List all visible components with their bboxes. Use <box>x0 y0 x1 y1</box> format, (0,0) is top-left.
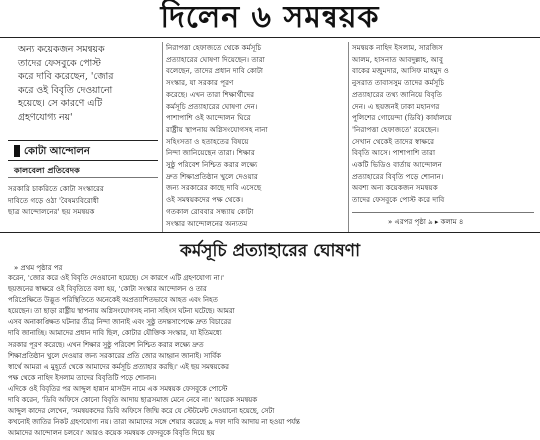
byline-rule <box>8 177 158 178</box>
text-line: গতকাল রোববার সন্ধ্যায় কোটা <box>166 206 254 216</box>
middle-column-text <box>166 42 346 229</box>
section-tag <box>14 144 90 161</box>
text-line: শিক্ষাপ্রতিষ্ঠান খুলে দেওয়ার জন্য সরকারের প্রতি জোর আহ্বান জানাই। সার্বিক <box>8 351 221 360</box>
quote-line: তাদের ফেসবুকে পোস্ট <box>18 57 101 69</box>
text-line: একটি ভিডিও বার্তায় আন্দোলন <box>352 160 442 170</box>
text-line: তাদের ফেসবুকে পোস্ট করে দাবি <box>352 195 445 205</box>
text-line: আব্দুল কাদের লেখেন, 'সমন্বয়কদের ডিবি অফিসে জিম্মি করে যে স্টেটমেন্ট দেওয়ানো হয়েছে, সেটা <box>8 407 275 416</box>
left-column-text <box>8 183 158 218</box>
text-line: নিরাপত্তা হেফাজতে থেকে কর্মসূচি <box>166 43 262 52</box>
text-line: বাকের মজুমদার, আসিফ মাহমুদ ও <box>352 66 449 76</box>
text-line: প্রত্যাহারের তথ্য জানিয়ে বিবৃতি <box>352 89 443 99</box>
text-line: দেন। এ ছয়জনই ঢাকা মহানগর <box>352 101 440 111</box>
text-line: সমন্বয়ক নাহিদ ইসলাম, সারজিস <box>352 43 443 52</box>
quote-line: হয়েছে। সে কারণে এটি <box>18 98 103 109</box>
text-line: 'নিরাপত্তা হেফাজতে' রয়েছেন। <box>352 124 439 134</box>
text-line: হয়েছেন। তা ছাড়া রাষ্ট্রীয় স্থাপনায় অগ্নিসংযোগসহ নানা সহিংস ঘটনা ঘটেছে। আমরা <box>8 307 235 316</box>
quote-line: করে দাবি করেছেন, 'জোর <box>18 71 114 82</box>
text-line: সহিংসতা ও হতাহতের বিষয়ে <box>166 136 249 146</box>
column-divider <box>348 42 349 232</box>
text-line: পুলিশের গোয়েন্দা (ডিবি) কার্যালয়ে <box>352 113 452 123</box>
text-line: কর্মসূচি প্রত্যাহারের ঘোষণা দেন। <box>166 101 258 111</box>
text-line: সংস্কার, যা সরকার পূরণ <box>166 78 234 88</box>
quote-line: করে ওই বিবৃতি দেওয়ানো <box>18 84 113 96</box>
text-line: জন্য সরকারের কাছে দাবি এসেছে <box>166 183 262 193</box>
text-line: সুষ্ঠু পরিবেশ নিশ্চিত করার লক্ষ্যে <box>166 160 258 170</box>
text-line: স্বার্থে আমরা এ মুহূর্তে থেকে আমাদের কর্মসূচি প্রত্যাহার করছি।' এই ছয় সমন্বয়কের <box>8 362 229 371</box>
text-line: ছাত্র আন্দোলনের' ছয় সমন্বয়ক <box>8 207 95 217</box>
section-tag-label: কোটা আন্দোলন <box>24 146 90 157</box>
headline: দিলেন ৬ সমন্বয়ক <box>160 0 380 35</box>
quote-line: অন্য কয়েকজন সমন্বয়ক <box>18 44 105 55</box>
text-line: পরিপ্রেক্ষিতে উদ্ভূত পরিস্থিতিতে অনেকেই অপ্রত্যাশিতভাবে আহত এবং নিহত <box>8 296 218 305</box>
continued-note: » এরপর পৃষ্ঠা ৯ ▸ কলাম ৪ <box>388 218 464 226</box>
text-line: দাবি জানাচ্ছি। আমাদের প্রধান দাবি ছিল, কোটার যৌক্তিক সংস্কার, যা ইতিমধ্যে <box>8 329 222 338</box>
pull-quote <box>18 43 158 124</box>
text-line: এসব অনাকাঙ্ক্ষিত ঘটনার তীব্র নিন্দা জানাই এবং সুষ্ঠু তদন্তসাপেক্ষে দ্রুত বিচারের <box>8 318 232 327</box>
text-line: বিবৃতি আসে। পাশাপাশি তারা <box>352 148 436 158</box>
text-line: অবশ্য অন্য কয়েকজন সমন্বয়ক <box>352 183 438 193</box>
column-divider <box>162 42 163 232</box>
text-line: রাষ্ট্রীয় স্থাপনায় অগ্নিসংযোগসহ নানা <box>166 124 268 134</box>
body-text <box>8 273 534 439</box>
text-line: নুসরাত তাবাসসুম তাদের কর্মসূচি <box>352 78 445 88</box>
quote-line: গ্রহণযোগ্য নয়' <box>18 111 73 123</box>
text-line: সরকার পূরণ করেছে। এখন শিক্ষার সুষ্ঠু পরিবেশ নিশ্চিত করার লক্ষ্যে দ্রুত <box>8 340 204 349</box>
text-line: প্রত্যাহারের বিবৃতি পড়ে শোনান। <box>352 171 444 181</box>
section-rule <box>0 232 540 233</box>
text-line: পক্ষ থেকে নাহিদ ইসলাম তাদের বিবৃতিটি পড়ে শোনান। <box>8 373 157 382</box>
headline-rule <box>0 37 540 38</box>
text-line: আমাদের আন্দোলন চলবে।' আরও কয়েক সমন্বয়ক ফেসবুকে বিবৃতি দিয়ে ছয় <box>8 429 215 438</box>
text-line: ছয়জনের স্বাক্ষরে ওই বিবৃতিতে বলা হয়, 'কোটা সংস্কার আন্দোলন ও তার <box>8 285 207 294</box>
byline: কালবেলা প্রতিবেদক <box>14 165 80 175</box>
text-line: দাবি করেন, 'ডিবি অফিসে কোনো বিবৃতি আদায় ছাত্রসমাজ মেনে নেবে না।' আরেক সমন্বয়ক <box>8 396 258 405</box>
text-line: করেন, 'জোর করে ওই বিবৃতি দেওয়ানো হয়েছে। সে কারণে এটি গ্রহণযোগ্য না।' <box>8 274 225 282</box>
text-line: সরকারি চাকরিতে কোটা সংস্কারের <box>8 184 104 193</box>
continued-rule <box>352 212 534 213</box>
text-line: করেছে। এখন তারা শিক্ষার্থীদের <box>166 89 255 99</box>
continued-from: » প্রথম পৃষ্ঠার পর <box>14 264 63 272</box>
right-column-text <box>352 42 534 206</box>
text-line: দ্রুত শিক্ষাপ্রতিষ্ঠান খুলে দেওয়ার <box>166 171 258 181</box>
text-line: নিন্দা জানিয়েছেন তারা। শিক্ষার <box>166 148 255 158</box>
text-line: এদিকে ওই বিবৃতির পর আব্দুল হান্নান মাসউদ নামে এক সমন্বয়ক ফেসবুকে পোস্টে <box>8 384 228 393</box>
tag-top-rule <box>8 140 158 141</box>
tag-bar <box>14 145 20 157</box>
tag-bottom-rule <box>8 160 158 161</box>
text-line: পাশাপাশি ওই আন্দোলন ঘিরে <box>166 113 251 123</box>
text-line: আলম, হাসনাত আবদুল্লাহ, আবু <box>352 54 444 64</box>
subhead: কর্মসূচি প্রত্যাহারের ঘোষণা <box>179 241 361 261</box>
text-line: সেখান থেকেই তাদের স্বাক্ষরে <box>352 136 435 146</box>
text-line: সংস্কার আন্দোলনের অন্যতম <box>166 218 248 228</box>
text-line: প্রত্যাহারের ঘোষণা দিয়েছেন। তারা <box>166 54 265 64</box>
text-line: কখনোই জাতির নিকট গ্রহণযোগ্য নয়। তারা আমাদের সঙ্গে শেয়ার করেছে ৯ দফা দাবি আদায় না হওয়া পর্যন্ত <box>8 418 300 427</box>
text-line: দাবিতে গড়ে ওঠা 'বৈষম্যবিরোধী <box>8 195 99 205</box>
text-line: ওই সমন্বয়কদের পক্ষ থেকে। <box>166 195 244 205</box>
text-line: বলেছেন, তাদের প্রধান দাবি কোটা <box>166 66 264 76</box>
